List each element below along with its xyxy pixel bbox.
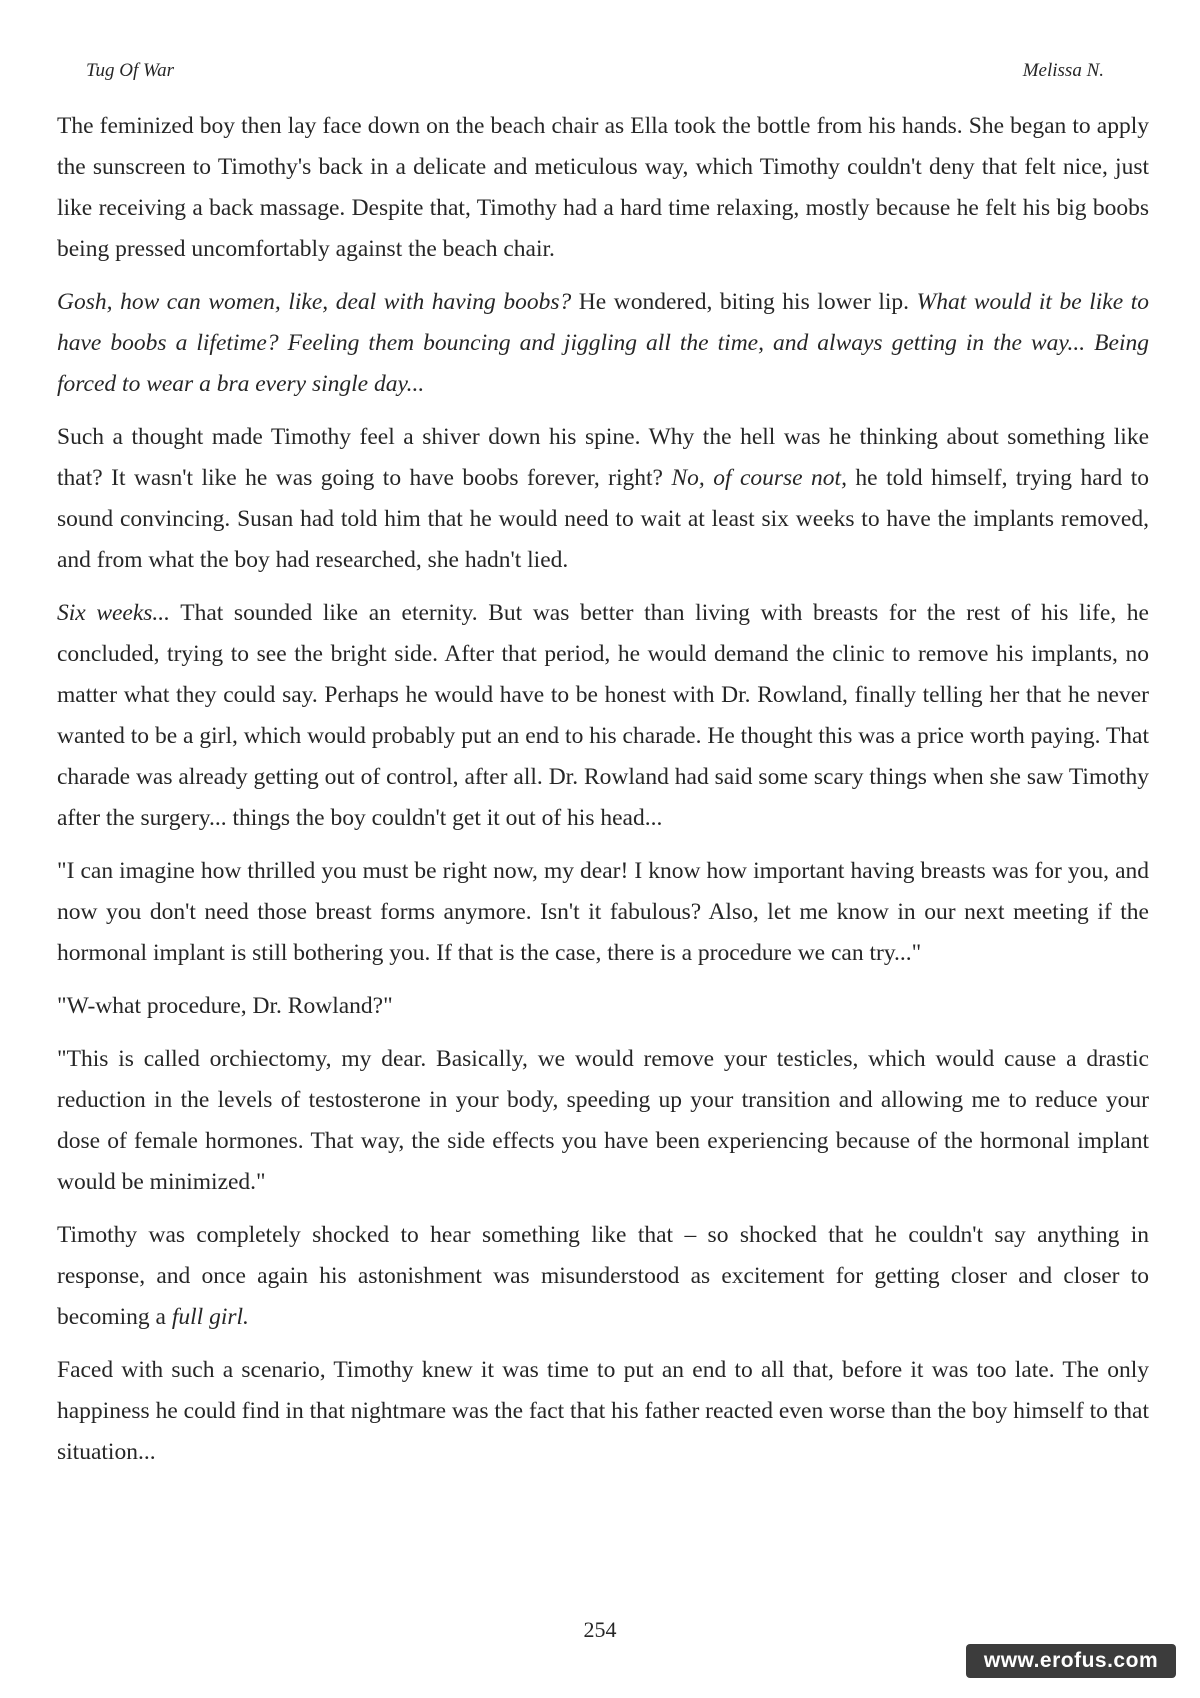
page-body bbox=[57, 106, 1149, 1485]
italic-text-run: Six weeks... bbox=[57, 600, 171, 626]
text-run: "W-what procedure, Dr. Rowland?" bbox=[57, 993, 393, 1019]
watermark-text: www.erofus.com bbox=[983, 1649, 1159, 1672]
italic-text-run: Gosh, how can women, like, deal with having boobs? bbox=[57, 289, 572, 315]
body-paragraph bbox=[57, 282, 1149, 405]
text-run: He wondered, biting his lower lip. bbox=[571, 289, 917, 315]
body-paragraph bbox=[57, 593, 1149, 839]
body-paragraph bbox=[57, 1215, 1149, 1338]
text-run: "I can imagine how thrilled you must be right now, my dear! I know how important having breasts was for you, and now you don't need those breast forms anymore. Isn't it fabulous? Also, let me know in our next meeting if the hormonal implant is still bothering you. If that is the case, there is a procedure we can try..." bbox=[57, 858, 1149, 966]
body-paragraph bbox=[57, 417, 1149, 581]
text-run: Timothy was completely shocked to hear something like that – so shocked that he couldn't say anything in response, and once again his astonishment was misunderstood as excitement for getting closer and closer to becoming a bbox=[57, 1222, 1149, 1330]
italic-text-run: What would it be like to have boobs a lifetime? Feeling them bouncing and jiggling all the time, and always getting in the way... Being forced to wear a bra every single day... bbox=[57, 289, 1150, 397]
text-run: "This is called orchiectomy, my dear. Basically, we would remove your testicles, which would cause a drastic reduction in the levels of testosterone in your body, speeding up your transition and allowing me to reduce your dose of female hormones. That way, the side effects you have been experiencing because of the hormonal implant would be minimized." bbox=[57, 1046, 1149, 1195]
text-run: That sounded like an eternity. But was better than living with breasts for the rest of his life, he concluded, trying to see the bright side. After that period, he would demand the clinic to remove his implants, no matter what they could say. Perhaps he would have to be honest with Dr. Rowland, finally telling her that he never wanted to be a girl, which would probably put an end to his charade. He thought this was a price worth paying. That charade was already getting out of control, after all. Dr. Rowland had said some scary things when she saw Timothy after the surgery... things the boy couldn't get it out of his head... bbox=[57, 600, 1149, 831]
body-paragraph bbox=[57, 1350, 1149, 1473]
text-run: Such a thought made Timothy feel a shiver down his spine. Why the hell was he thinking about something like that? It wasn't like he was going to have boobs forever, right? bbox=[57, 424, 1149, 491]
body-paragraph bbox=[57, 1039, 1149, 1203]
author-name: Melissa N. bbox=[1022, 60, 1104, 81]
book-title: Tug Of War bbox=[86, 60, 174, 81]
body-paragraph bbox=[57, 106, 1149, 270]
text-run: Faced with such a scenario, Timothy knew it was time to put an end to all that, before it was too late. The only happiness he could find in that nightmare was the fact that his father reacted even worse than the boy himself to that situation... bbox=[57, 1357, 1149, 1465]
body-paragraph bbox=[57, 986, 1149, 1027]
italic-text-run: full girl. bbox=[171, 1304, 249, 1330]
text-run: The feminized boy then lay face down on the beach chair as Ella took the bottle from his hands. She began to apply the sunscreen to Timothy's back in a delicate and meticulous way, which Timothy couldn't deny that felt nice, just like receiving a back massage. Despite that, Timothy had a hard time relaxing, mostly because he felt his big boobs being pressed uncomfortably against the beach chair. bbox=[57, 113, 1149, 262]
italic-text-run: No, of course not, bbox=[671, 465, 847, 491]
text-run: he told himself, trying hard to sound convincing. Susan had told him that he would need to wait at least six weeks to have the implants removed, and from what the boy had researched, she hadn't lied. bbox=[57, 465, 1149, 573]
body-paragraph bbox=[57, 851, 1149, 974]
watermark-badge bbox=[966, 1644, 1176, 1678]
page-number: 254 bbox=[583, 1617, 617, 1642]
